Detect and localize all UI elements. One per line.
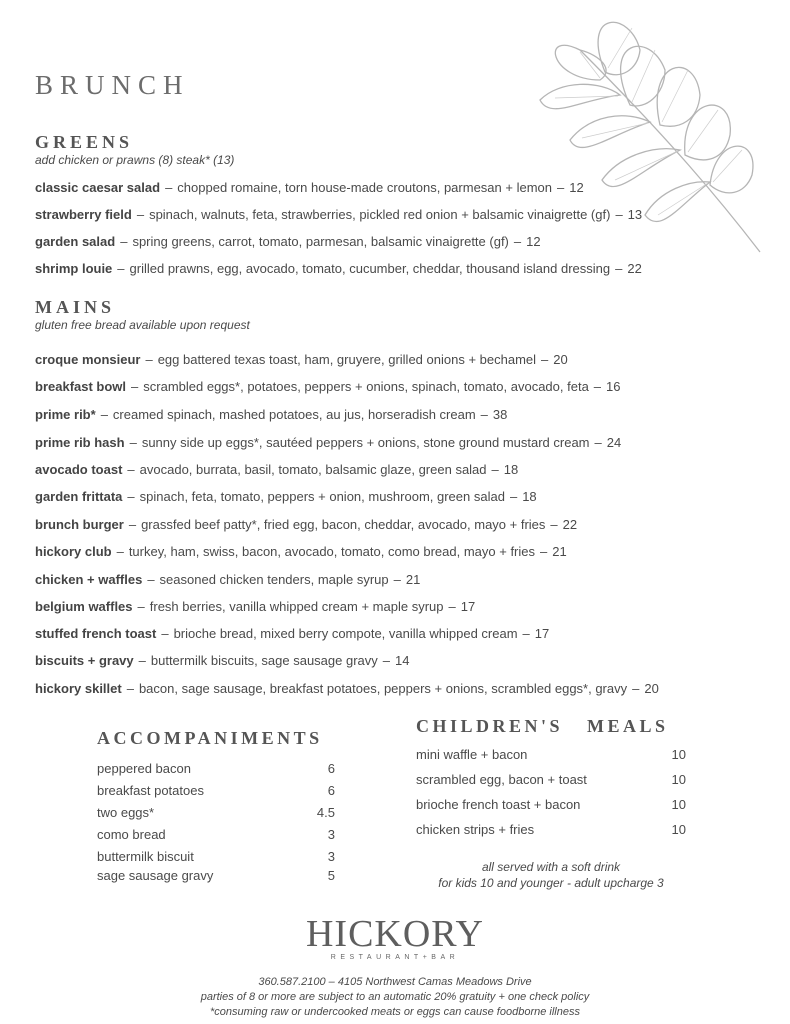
menu-item: shrimp louie – grilled prawns, egg, avocado, tomato, cucumber, cheddar, thousand island dressing – 22	[35, 261, 642, 276]
accompaniment-name: buttermilk biscuit	[97, 849, 194, 864]
item-price: 18	[503, 462, 519, 477]
menu-item: chicken + waffles – seasoned chicken tenders, maple syrup – 21	[35, 572, 421, 587]
childrens-meal-price: 10	[671, 822, 686, 837]
item-price: 12	[526, 234, 541, 249]
menu-item: hickory club – turkey, ham, swiss, bacon, avocado, tomato, como bread, mayo + fries – 21	[35, 544, 567, 559]
item-price: 16	[606, 379, 621, 394]
childrens-meals-heading: CHILDREN'S MEALS	[416, 716, 669, 736]
item-desc: grilled prawns, egg, avocado, tomato, cucumber, cheddar, thousand island dressing	[129, 261, 611, 276]
accompaniment-row	[97, 868, 335, 884]
item-desc: spinach, feta, tomato, peppers + onion, mushroom, green salad	[139, 489, 505, 504]
logo-name: HICKORY	[305, 913, 485, 955]
item-desc: sunny side up eggs*, sautéed peppers + onions, stone ground mustard cream	[141, 435, 590, 450]
item-desc: scrambled eggs*, potatoes, peppers + onions, spinach, tomato, avocado, feta	[143, 379, 589, 394]
item-name: garden frittata	[35, 489, 123, 504]
greens-heading: GREENS	[35, 132, 134, 152]
childrens-meal-name: chicken strips + fries	[416, 822, 535, 837]
item-price: 21	[405, 572, 421, 587]
menu-item: avocado toast – avocado, burrata, basil, tomato, balsamic glaze, green salad – 18	[35, 462, 519, 477]
item-name: stuffed french toast	[35, 626, 157, 641]
item-price: 21	[552, 544, 567, 559]
item-name: chicken + waffles	[35, 572, 143, 587]
childrens-meal-name: brioche french toast + bacon	[416, 797, 581, 812]
menu-item: garden frittata – spinach, feta, tomato, peppers + onion, mushroom, green salad – 18	[35, 489, 537, 504]
item-price: 18	[522, 489, 537, 504]
item-price: 22	[627, 261, 642, 276]
childrens-meal-row	[416, 822, 686, 838]
item-name: strawberry field	[35, 207, 132, 222]
accompaniment-price: 6	[327, 783, 335, 798]
item-name: classic caesar salad	[35, 180, 161, 195]
accompaniment-name: breakfast potatoes	[97, 783, 204, 798]
item-desc: buttermilk biscuits, sage sausage gravy	[150, 653, 378, 668]
item-name: breakfast bowl	[35, 379, 127, 394]
menu-item: breakfast bowl – scrambled eggs*, potatoes, peppers + onions, spinach, tomato, avocado, feta – 16	[35, 379, 621, 394]
item-price: 22	[562, 517, 578, 532]
childrens-meal-price: 10	[671, 797, 686, 812]
accompaniment-price: 3	[327, 849, 335, 864]
logo-tagline: RESTAURANT+BAR	[330, 954, 460, 961]
childrens-note-line2: for kids 10 and younger - adult upcharge 3	[438, 876, 664, 890]
accompaniment-price: 4.5	[316, 805, 335, 820]
menu-item: hickory skillet – bacon, sage sausage, breakfast potatoes, peppers + onions, scrambled eggs*, gravy – 20	[35, 681, 659, 696]
item-desc: fresh berries, vanilla whipped cream + maple syrup	[149, 599, 444, 614]
footer-contact: 360.587.2100 – 4105 Northwest Camas Meadows Drive	[258, 976, 532, 988]
accompaniment-price: 5	[327, 868, 335, 883]
item-price: 17	[460, 599, 476, 614]
childrens-meal-row	[416, 797, 686, 813]
item-price: 38	[492, 407, 508, 422]
mains-heading: MAINS	[35, 297, 116, 317]
item-desc: spring greens, carrot, tomato, parmesan, balsamic vinaigrette (gf)	[132, 234, 509, 249]
menu-item: prime rib* – creamed spinach, mashed potatoes, au jus, horseradish cream – 38	[35, 407, 508, 422]
childrens-meal-price: 10	[671, 772, 686, 787]
childrens-meal-row	[416, 747, 686, 763]
item-price: 17	[534, 626, 550, 641]
item-price: 14	[395, 653, 410, 668]
childrens-meal-row	[416, 772, 686, 788]
footer-warning: *consuming raw or undercooked meats or eggs can cause foodborne illness	[210, 1006, 580, 1018]
menu-item: prime rib hash – sunny side up eggs*, sautéed peppers + onions, stone ground mustard cream – 24	[35, 435, 622, 450]
menu-item: croque monsieur – egg battered texas toast, ham, gruyere, grilled onions + bechamel – 20	[35, 352, 568, 367]
menu-item: brunch burger – grassfed beef patty*, fried egg, bacon, cheddar, avocado, mayo + fries – 22	[35, 517, 578, 532]
accompaniment-name: two eggs*	[97, 805, 155, 820]
restaurant-logo	[0, 915, 790, 961]
item-price: 24	[606, 435, 622, 450]
childrens-meal-price: 10	[671, 747, 686, 762]
item-name: garden salad	[35, 234, 116, 249]
item-desc: bacon, sage sausage, breakfast potatoes, peppers + onions, scrambled eggs*, gravy	[138, 681, 628, 696]
item-name: belgium waffles	[35, 599, 133, 614]
greens-note: add chicken or prawns (8) steak* (13)	[35, 153, 235, 167]
accompaniment-row	[97, 783, 335, 799]
item-price: 12	[569, 180, 584, 195]
menu-item: classic caesar salad – chopped romaine, torn house-made croutons, parmesan + lemon – 12	[35, 180, 584, 195]
item-name: hickory skillet	[35, 681, 122, 696]
mains-note: gluten free bread available upon request	[35, 318, 250, 332]
childrens-note-line1: all served with a soft drink	[481, 860, 621, 874]
accompaniment-name: sage sausage gravy	[97, 868, 214, 883]
accompaniment-name: peppered bacon	[97, 761, 191, 776]
item-name: avocado toast	[35, 462, 123, 477]
item-desc: spinach, walnuts, feta, strawberries, pickled red onion + balsamic vinaigrette (gf)	[149, 207, 611, 222]
item-price: 20	[553, 352, 568, 367]
page-title: BRUNCH	[35, 70, 190, 100]
accompaniment-row	[97, 827, 335, 843]
footer-gratuity: parties of 8 or more are subject to an automatic 20% gratuity + one check policy	[200, 991, 590, 1003]
accompaniment-row	[97, 805, 335, 821]
item-desc: turkey, ham, swiss, bacon, avocado, tomato, como bread, mayo + fries	[128, 544, 536, 559]
menu-item: belgium waffles – fresh berries, vanilla whipped cream + maple syrup – 17	[35, 599, 476, 614]
item-name: hickory club	[35, 544, 112, 559]
accompaniment-row	[97, 761, 335, 777]
accompaniment-name: como bread	[97, 827, 166, 842]
menu-item: garden salad – spring greens, carrot, tomato, parmesan, balsamic vinaigrette (gf) – 12	[35, 234, 541, 249]
leaf-illustration	[520, 10, 770, 260]
item-desc: seasoned chicken tenders, maple syrup	[159, 572, 389, 587]
item-desc: grassfed beef patty*, fried egg, bacon, cheddar, avocado, mayo + fries	[141, 517, 546, 532]
item-desc: brioche bread, mixed berry compote, vanilla whipped cream	[173, 626, 518, 641]
childrens-meal-name: mini waffle + bacon	[416, 747, 528, 762]
item-desc: chopped romaine, torn house-made croutons, parmesan + lemon	[177, 180, 552, 195]
menu-item: stuffed french toast – brioche bread, mixed berry compote, vanilla whipped cream – 17	[35, 626, 550, 641]
item-name: prime rib hash	[35, 435, 125, 450]
item-name: shrimp louie	[35, 261, 113, 276]
menu-item: biscuits + gravy – buttermilk biscuits, sage sausage gravy – 14	[35, 653, 410, 668]
menu-item: strawberry field – spinach, walnuts, feta, strawberries, pickled red onion + balsamic vinaigrette (gf) – 13	[35, 207, 643, 222]
accompaniment-price: 6	[327, 761, 335, 776]
accompaniments-heading: ACCOMPANIMENTS	[97, 728, 323, 748]
item-name: croque monsieur	[35, 352, 141, 367]
item-desc: avocado, burrata, basil, tomato, balsamic glaze, green salad	[139, 462, 487, 477]
item-name: brunch burger	[35, 517, 124, 532]
childrens-meal-name: scrambled egg, bacon + toast	[416, 772, 587, 787]
item-name: biscuits + gravy	[35, 653, 134, 668]
item-name: prime rib*	[35, 407, 96, 422]
accompaniment-row	[97, 849, 335, 865]
accompaniment-price: 3	[327, 827, 335, 842]
item-desc: egg battered texas toast, ham, gruyere, grilled onions + bechamel	[157, 352, 537, 367]
item-price: 13	[627, 207, 643, 222]
item-price: 20	[644, 681, 659, 696]
item-desc: creamed spinach, mashed potatoes, au jus, horseradish cream	[112, 407, 476, 422]
